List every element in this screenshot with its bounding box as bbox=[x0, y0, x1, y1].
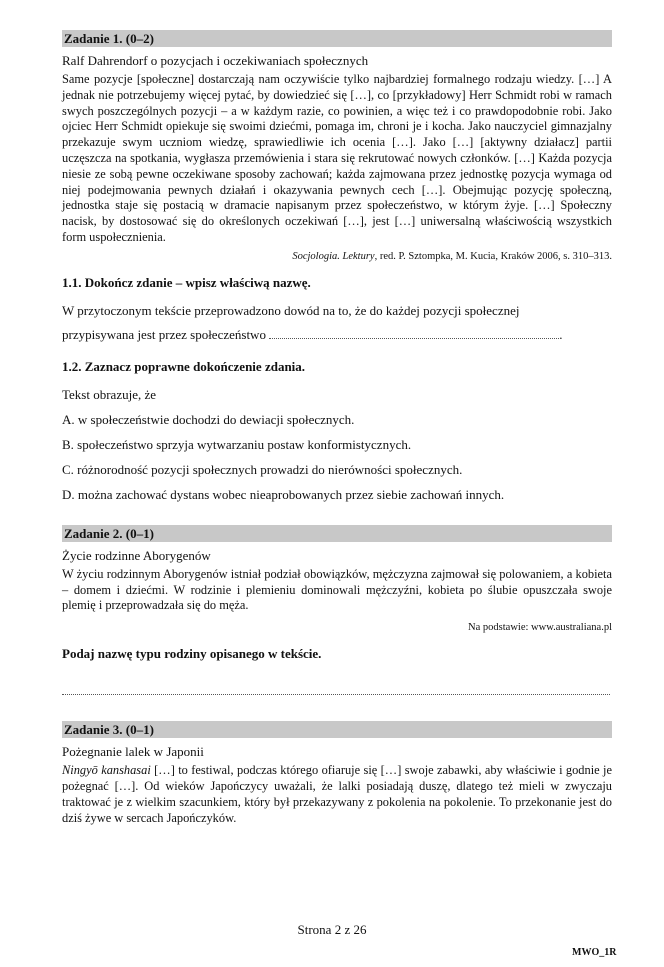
task3-title: Pożegnanie lalek w Japonii bbox=[62, 744, 204, 760]
task1-header: Zadanie 1. (0–2) bbox=[62, 30, 612, 47]
task3-text bbox=[62, 763, 612, 826]
task1-source bbox=[62, 249, 612, 265]
answer-line-1-1[interactable] bbox=[269, 328, 559, 339]
task3-header: Zadanie 3. (0–1) bbox=[62, 721, 612, 738]
option-d[interactable]: D. można zachować dystans wobec nieaprobowanych przez siebie zachowań innych. bbox=[62, 486, 505, 502]
exam-page bbox=[62, 30, 612, 826]
task1-title: Ralf Dahrendorf o pozycjach i oczekiwaniach społecznych bbox=[62, 53, 369, 68]
question-1-1-sentence-end: przypisywana jest przez społeczeństwo bbox=[62, 326, 266, 342]
option-a[interactable]: A. w społeczeństwie dochodzi do dewiacji społecznych. bbox=[62, 411, 355, 427]
exam-code: MWO_1R bbox=[572, 947, 617, 958]
page-number: Strona 2 z 26 bbox=[297, 922, 367, 937]
question-1-1: 1.1. Dokończ zdanie – wpisz właściwą nazwę. bbox=[62, 274, 311, 290]
task2-text: W życiu rodzinnym Aborygenów istniał podział obowiązków, mężczyzna zajmował się polowaniem, a kobieta – domem i dziećmi. W rodzinie i plemieniu dominowali mężczyźni, kobieta po ślubie opuszczała swoje plemię i przeprowadzała się do męża. bbox=[62, 566, 612, 613]
festival-name: Ningyō kanshasai bbox=[62, 763, 151, 778]
task1-text: Same pozycje [społeczne] dostarczają nam oczywiście tylko najbardziej formalnego rodzaju wiedzy. […] A jednak nie potrzebujemy więcej pytać, by dowiedzieć się […], co [przykładowy] Herr Schmidt robi w ramach swych poszczególnych pozycji – a w każdym razie, co powinien, a więc też i co prawdopodobnie robi. Jako ojciec Herr Schmidt opiekuje się swoimi dziećmi, pomaga im, chroni je i kocha. Jako nauczyciel gimnazjalny przekazuje swym uczniom wiedzę, sprawiedliwie ich ocenia […]. Jako […] [aktywny działacz] partii uczęszcza na spotkania, wygłasza przemówienia i stara się rekrutować nowych członków. […] Każda pozycja niesie ze sobą pewne oczekiwane sposoby zachowań; każda zajmowana przez jednostkę pozycja wymaga od niej podejmowania pewnych działań i okazywania pewnych cech […]. Obejmując pozycję społeczną, jednostka staje się postacią w dramacie napisanym przez społeczeństwo, w którym żyje. […] Społeczny nacisk, by dostosować się do określonych oczekiwań […], jest […] uniwersalną właściwością wszystkich form uspołecznienia. bbox=[62, 72, 612, 244]
question-2: Podaj nazwę typu rodziny opisanego w tekście. bbox=[62, 646, 322, 662]
option-c[interactable]: C. różnorodność pozycji społecznych prowadzi do nierówności społecznych. bbox=[62, 461, 463, 477]
task1-source-title: Socjologia. Lektury bbox=[292, 250, 375, 262]
sentence-period: . bbox=[559, 326, 563, 342]
option-b[interactable]: B. społeczeństwo sprzyja wytwarzaniu postaw konformistycznych. bbox=[62, 436, 412, 452]
task2-header: Zadanie 2. (0–1) bbox=[62, 525, 612, 542]
task2-source: Na podstawie: www.australiana.pl bbox=[468, 622, 612, 634]
task1-source-details: , red. P. Sztompka, M. Kucia, Kraków 2006, s. 310–313. bbox=[374, 250, 612, 262]
answer-line-2[interactable] bbox=[62, 684, 610, 695]
question-1-1-answer-row bbox=[62, 327, 612, 343]
task2-title: Życie rodzinne Aborygenów bbox=[62, 547, 211, 563]
task3-text-body: […] to festiwal, podczas którego ofiaruje się […] swoje zabawki, aby właściwie i godnie je pożegnać […]. Od wieków Japończycy uważali, że lalki posiadają duszę, dlatego też mieli w zwyczaju traktować je z wielkim szacunkiem, który był przekazywany z pokolenia na pokolenie. To przekonanie jest do dziś żywe w sercach Japończyków. bbox=[62, 763, 612, 825]
question-1-1-sentence: W przytoczonym tekście przeprowadzono dowód na to, że do każdej pozycji społecznej bbox=[62, 302, 520, 318]
question-1-2-intro: Tekst obrazuje, że bbox=[62, 386, 157, 402]
question-1-2: 1.2. Zaznacz poprawne dokończenie zdania. bbox=[62, 358, 306, 374]
